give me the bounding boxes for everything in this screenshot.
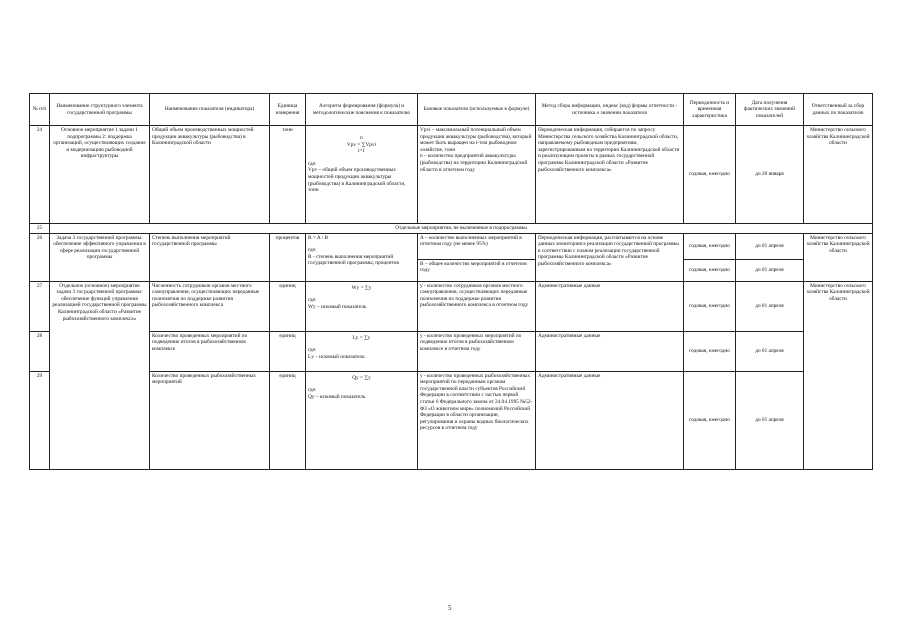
row-number: 24 (30, 126, 50, 224)
formula-lower-limit: i=1 (357, 148, 366, 155)
row-number: 26 (30, 233, 50, 281)
row-number: 27 (30, 281, 50, 331)
element-cell: Задача 3 государственной программы: обеспечение эффективного управления в сфере реализации государственной программы (50, 233, 150, 281)
method-cell: Административные данные (536, 371, 684, 469)
header-num: № п/п (30, 94, 50, 126)
header-unit: Единица измерения (270, 94, 306, 126)
unit-cell: тонн (270, 126, 306, 224)
page-number: 5 (448, 604, 452, 612)
base-cell: А – количество выполненных мероприятий в отчетном году (не менее 95%) (418, 233, 536, 259)
header-date: Дата получения фактических значений показателей (736, 94, 804, 126)
date-cell: до 20 января (736, 126, 804, 224)
formula-explanation: где: Vрv – общий объем производственных мощностей продукции аквакультуры (рыбоводства) в Калининградской области, тонн (308, 160, 406, 194)
algorithm-cell (306, 331, 418, 371)
formula: Qу = ∑у (352, 374, 371, 381)
formula-upper-limit: n (360, 135, 363, 141)
row-number: 25 (30, 224, 50, 234)
unit-cell: единиц (270, 371, 306, 469)
responsible-cell: Министерство сельского хозяйства Калининградской области (804, 126, 873, 224)
table-row (30, 371, 873, 469)
element-cell: Отдельное (основное) мероприятие задачи 3 государственной программы: обеспечение функций управления реализацией государственной программы Калининградской области «Развитие рыбохозяйственного комплекса» (50, 281, 150, 469)
indicator-cell: Численность сотрудников органов местного самоуправления, осуществляющих переданные полномочия по поддержке развития рыбохозяйственного комплекса (150, 281, 270, 331)
base-cell: у - количество проведенных мероприятий по подведению итогов в рыбохозяйственном комплексе в отчетном году (418, 331, 536, 371)
row-number: 29 (30, 371, 50, 469)
header-row (30, 94, 873, 126)
header-responsible: Ответственный за сбор данных по показателю (804, 94, 873, 126)
header-indicator: Наименование показателя (индикатора) (150, 94, 270, 126)
date-cell: до 01 апреля (736, 281, 804, 331)
element-cell: Основное мероприятие 1 задачи 1 подпрограммы 2: поддержка организаций, осуществляющих создание и модернизацию рыбоводной инфраструктуры (50, 126, 150, 224)
method-cell: Периодическая информация, собирается по запросу Министерства сельского хозяйства Калининградской области, направляемому рыбоводным предприятиям, зарегистрированным на территории Калининградской области и реализующим проекты в рамках государственной программы Калининградской области «Развитие рыбохозяйственного комплекса» (536, 126, 684, 224)
header-base: Базовые показатели (используемые в формуле) (418, 94, 536, 126)
formula: Lу = ∑у (352, 334, 371, 341)
base-cell: у - количество проведенных рыбохозяйственных мероприятий по переданным органам государственной власти субъектов Российской Федерации в соответствии с частью первой статьи 6 Федерального закона от 24.04.1995 №52-ФЗ «О животном мире» полномочий Российской Федерации в области организации, регулирования и охраны водных биологических ресурсов в отчетном году (418, 371, 536, 469)
responsible-cell: Министерство сельского хозяйства Калининградской области (804, 281, 873, 469)
date-cell: до 01 апреля (736, 331, 804, 371)
indicator-cell: Количество проведенных мероприятий по подведению итогов в рыбохозяйственном комплексе (150, 331, 270, 371)
period-cell: годовая, ежегодно (684, 126, 736, 224)
table-row (30, 224, 873, 234)
method-cell: Административные данные (536, 331, 684, 371)
indicator-cell: Количество проведенных рыбохозяйственных мероприятий (150, 371, 270, 469)
unit-cell: единиц (270, 331, 306, 371)
formula-explanation: где: Qу – искомый показатель (308, 387, 366, 400)
date-cell: до 01 апреля (736, 233, 804, 259)
formula: Vрv = ∑Vpvi (346, 141, 377, 148)
section-title: Отдельные мероприятия, не включенные в подпрограммы (50, 224, 873, 234)
header-element: Наименование структурного элемента государственной программы (50, 94, 150, 126)
date-cell: до 01 апреля (736, 259, 804, 281)
algorithm-cell (306, 126, 418, 224)
base-cell: у - количество сотрудников органов местного самоуправления, осуществляющих переданные полномочия по поддержке развития рыбохозяйственного комплекса в отчетном году (418, 281, 536, 331)
unit-cell: единиц (270, 281, 306, 331)
formula: R = A / B (308, 234, 329, 241)
base-cell: Vpvi – максимальный потенциальный объем продукции аквакультуры (рыбоводства), который может быть выращен на i-том рыбоводном хозяйстве, тонн n – количество предприятий аквакультуры (рыбоводства) на территории Калининградской области в отчетном году (418, 126, 536, 224)
formula: Wу = ∑у (351, 284, 372, 291)
period-cell: годовая, ежегодно (684, 331, 736, 371)
indicator-cell: Общий объем производственных мощностей продукции аквакультуры (рыбоводства) в Калининградской области (150, 126, 270, 224)
indicators-table (29, 93, 873, 470)
period-cell: годовая, ежегодно (684, 371, 736, 469)
row-number: 28 (30, 331, 50, 371)
period-cell: годовая, ежегодно (684, 259, 736, 281)
period-cell: годовая, ежегодно (684, 281, 736, 331)
table-row (30, 331, 873, 371)
algorithm-cell (306, 371, 418, 469)
method-cell: Административные данные (536, 281, 684, 331)
header-period: Периодичность и временная характеристика (684, 94, 736, 126)
indicator-cell: Степень выполнения мероприятий государственной программы (150, 233, 270, 281)
formula-explanation: где: Wу – искомый показатель (308, 297, 367, 310)
header-method: Метод сбора информации, индекс (код) формы отчетности - источника о значении показателя (536, 94, 684, 126)
table-row (30, 233, 873, 259)
algorithm-cell (306, 233, 418, 281)
table-row (30, 126, 873, 224)
table-row (30, 281, 873, 331)
formula-explanation: где: R - степень выполнения мероприятий государственной программы, процентов (308, 247, 399, 267)
responsible-cell: Министерство сельского хозяйства Калининградской области (804, 233, 873, 281)
algorithm-cell (306, 281, 418, 331)
unit-cell: процентов (270, 233, 306, 281)
formula-explanation: где: Lу – искомый показатель (308, 347, 365, 360)
base-cell: В – общее количество мероприятий в отчетном году (418, 259, 536, 281)
method-cell: Периодическая информация, рассчитывается на основе данных мониторинга реализации государственной программы в соответствии с планом реализации государственной программы Калининградской области «Развитие рыбохозяйственного комплекса» (536, 233, 684, 281)
date-cell: до 01 апреля (736, 371, 804, 469)
header-algorithm: Алгоритм формирования (формула) и методологические пояснения к показателю (306, 94, 418, 126)
period-cell: годовая, ежегодно (684, 233, 736, 259)
